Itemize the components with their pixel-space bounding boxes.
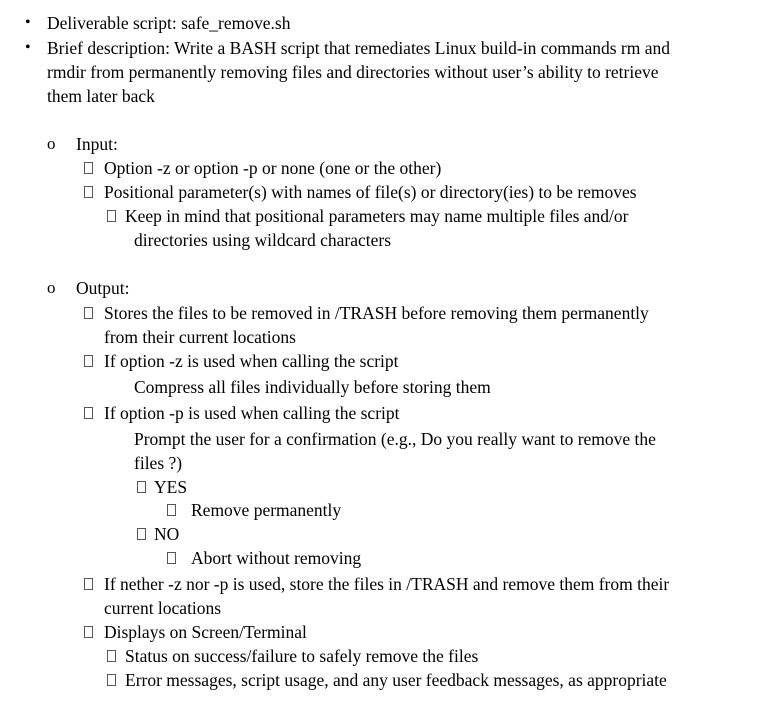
sub-bullet-marker: o <box>47 134 56 153</box>
input-heading: Input: <box>76 134 118 154</box>
checkbox-icon <box>84 407 93 419</box>
checkbox-icon <box>84 307 93 319</box>
output-display: Displays on Screen/Terminal <box>104 622 307 642</box>
bullet-marker: • <box>25 39 31 56</box>
checkbox-icon <box>84 626 93 638</box>
no-label: NO <box>154 524 180 544</box>
display-status: Status on success/failure to safely remove the files <box>125 646 479 666</box>
description-line-3: them later back <box>47 86 155 106</box>
output-option-p: If option -p is used when calling the script <box>104 403 400 423</box>
bullet-marker: • <box>25 14 31 31</box>
no-action: Abort without removing <box>191 548 362 568</box>
output-option-z-detail: Compress all files individually before storing them <box>134 377 491 397</box>
input-item-option: Option -z or option -p or none (one or the other) <box>104 158 442 178</box>
input-subitem-line-2: directories using wildcard characters <box>134 230 392 250</box>
display-errors: Error messages, script usage, and any user feedback messages, as appropriate <box>125 670 667 690</box>
description-line-1: Brief description: Write a BASH script that remediates Linux build-in commands rm and <box>47 38 671 58</box>
output-store-line-1: Stores the files to be removed in /TRASH before removing them permanently <box>104 303 649 323</box>
input-item-positional: Positional parameter(s) with names of file(s) or directory(ies) to be removes <box>104 182 637 202</box>
output-option-p-detail-1: Prompt the user for a confirmation (e.g., Do you really want to remove the <box>134 429 656 449</box>
output-heading: Output: <box>76 278 130 298</box>
output-option-p-detail-2: files ?) <box>134 453 183 473</box>
output-neither-line-2: current locations <box>104 598 222 618</box>
checkbox-icon <box>107 210 116 222</box>
checkbox-icon <box>84 578 93 590</box>
checkbox-icon <box>167 504 176 516</box>
deliverable-line: Deliverable script: safe_remove.sh <box>47 13 291 33</box>
checkbox-icon <box>107 674 116 686</box>
description-line-2: rmdir from permanently removing files and directories without user’s ability to retrieve <box>47 62 659 82</box>
output-neither-line-1: If nether -z nor -p is used, store the files in /TRASH and remove them from their <box>104 574 670 594</box>
checkbox-icon <box>167 552 176 564</box>
yes-label: YES <box>154 477 188 497</box>
checkbox-icon <box>137 528 146 540</box>
input-subitem-line-1: Keep in mind that positional parameters may name multiple files and/or <box>125 206 629 226</box>
checkbox-icon <box>84 186 93 198</box>
sub-bullet-marker: o <box>47 278 56 297</box>
checkbox-icon <box>137 481 146 493</box>
checkbox-icon <box>107 650 116 662</box>
output-option-z: If option -z is used when calling the script <box>104 351 399 371</box>
output-store-line-2: from their current locations <box>104 327 296 347</box>
checkbox-icon <box>84 355 93 367</box>
checkbox-icon <box>84 162 93 174</box>
yes-action: Remove permanently <box>191 500 342 520</box>
